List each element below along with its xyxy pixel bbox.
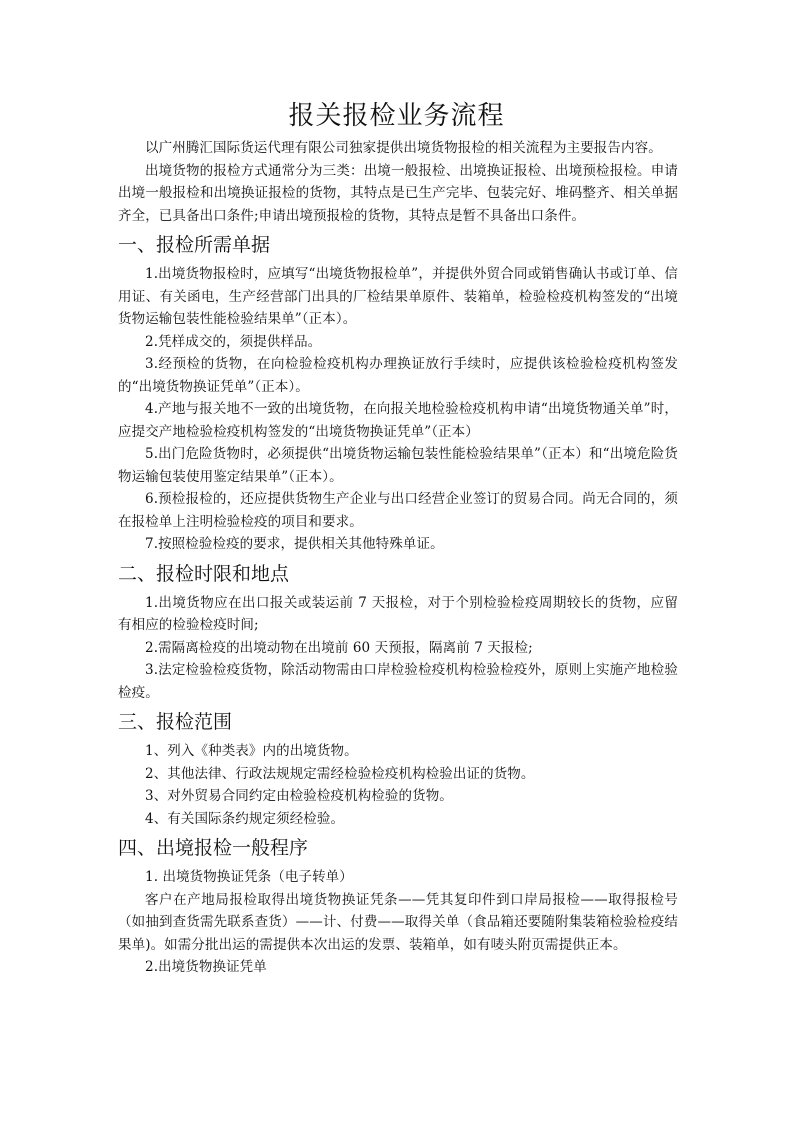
section-heading-documents: 一、报检所需单据 <box>118 234 271 256</box>
list-item: 4、有关国际条约规定须经检验。 <box>145 810 345 827</box>
intro-paragraph: 出境货物的报检方式通常分为三类：出境一般报检、出境换证报检、出境预检报检。申请出境一般报检和出境换证报检的货物，其特点是已生产完毕、包装完好、堆码整齐、相关单据齐全，已具备出口条件;申请出境预报检的货物，其特点是暂不具备出口条件。 <box>118 162 678 224</box>
list-item: 1、列入《种类表》内的出境货物。 <box>145 743 358 759</box>
section-paragraph: 7.按照检验检疫的要求，提供相关其他特殊单证。 <box>145 536 444 552</box>
section-paragraph: 1. 出境货物换证凭条（电子转单） <box>145 869 353 885</box>
list-item: 2、其他法律、行政法规规定需经检验检疫机构检验出证的货物。 <box>145 765 535 782</box>
section-paragraph: 3.法定检验检疫货物，除活动物需由口岸检验检疫机构检验检疫外，原则上实施产地检验检疫。 <box>118 662 678 701</box>
section-paragraph: 2.需隔离检疫的出境动物在出境前 60 天预报，隔离前 7 天报检; <box>145 639 533 656</box>
section-paragraph: 4.产地与报关地不一致的出境货物，在向报关地检验检疫机构申请“出境货物通关单”时，应提交产地检验检疫机构签发的“出境货物换证凭单”（正本） <box>118 401 678 440</box>
section-paragraph: 3.经预检的货物，在向检验检疫机构办理换证放行手续时，应提供该检验检疫机构签发的“出境货物换证凭单”（正本）。 <box>118 356 678 395</box>
section-paragraph: 1.出境货物报检时，应填写“出境货物报检单”，并提供外贸合同或销售确认书或订单、信用证、有关函电，生产经营部门出具的厂检结果单原件、装箱单，检验检疫机构签发的“出境货物运输包装性能检验结果单”（正本）。 <box>118 266 678 327</box>
section-paragraph: 客户在产地局报检取得出境货物换证凭条——凭其复印件到口岸局报检——取得报检号（如抽到查货需先联系查货）——计、付费——取得关单（食品箱还要随附集装箱检验检疫结果单)。如需分批出运的需提供本次出运的发票、装箱单，如有唛头附页需提供正本。 <box>118 891 678 953</box>
section-heading-timing: 二、报检时限和地点 <box>118 562 290 585</box>
section-paragraph: 5.出门危险货物时，必须提供“出境货物运输包装性能检验结果单”（正本）和“出境危险货物运输包装使用鉴定结果单”（正本）。 <box>118 446 678 485</box>
section-paragraph: 2.出境货物换证凭单 <box>145 959 267 975</box>
document-title: 报关报检业务流程 <box>288 101 505 131</box>
section-paragraph: 1.出境货物应在出口报关或装运前 7 天报检，对于个别检验检疫周期较长的货物，应留有相应的检验检疫时间; <box>118 594 678 633</box>
section-paragraph: 2.凭样成交的，须提供样品。 <box>145 333 322 350</box>
intro-paragraph: 以广州腾汇国际货运代理有限公司独家提供出境货物报检的相关流程为主要报告内容。 <box>145 140 662 156</box>
section-heading-procedure: 四、出境报检一般程序 <box>118 837 309 859</box>
section-heading-scope: 三、报检范围 <box>118 711 233 733</box>
document-body <box>118 137 678 979</box>
list-item: 3、对外贸易合同约定由检验检疫机构检验的货物。 <box>145 788 453 804</box>
section-paragraph: 6.预检报检的，还应提供货物生产企业与出口经营企业签订的贸易合同。尚无合同的，须在报检单上注明检验检疫的项目和要求。 <box>118 491 678 530</box>
